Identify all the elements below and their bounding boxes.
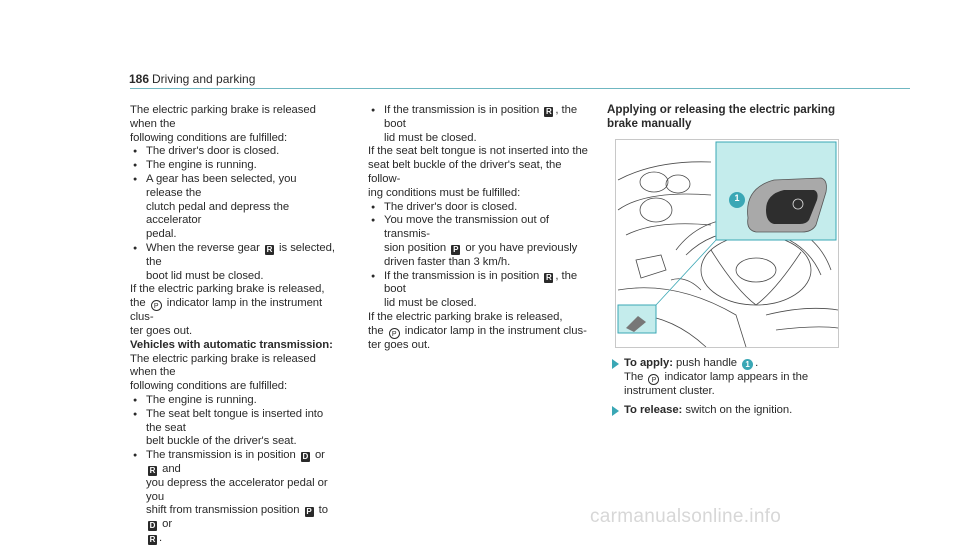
- park-key-icon: P: [306, 507, 312, 517]
- released-line-1: If the electric parking brake is released,: [130, 283, 325, 296]
- released-line-4: ter goes out.: [130, 324, 193, 337]
- manual-brake-heading: [607, 103, 867, 131]
- text: The transmission is in position: [146, 449, 299, 462]
- list-item: [130, 159, 335, 173]
- list-item: [130, 408, 335, 449]
- step-arrow-icon: [612, 406, 619, 416]
- apply-line-3: instrument cluster.: [624, 384, 715, 397]
- release-step: [624, 404, 854, 418]
- text: driven faster than 3 km/h.: [384, 255, 511, 268]
- text: If the transmission is in position: [384, 269, 543, 282]
- released-line-4: ter goes out.: [368, 338, 431, 351]
- text: the: [368, 324, 387, 337]
- text: If the transmission is in position: [384, 104, 543, 116]
- released-line-2: [130, 297, 335, 325]
- list-item: [130, 145, 335, 159]
- text: you depress the accelerator pedal or you: [146, 476, 328, 503]
- released-line-1: If the electric parking brake is released,: [368, 310, 563, 323]
- seatbelt-conditions-list: [368, 201, 593, 311]
- text: or you have previously: [462, 241, 578, 254]
- list-item-text: The seat belt tongue is inserted into the seat: [146, 407, 324, 434]
- text: push handle: [672, 357, 741, 369]
- text: indicator lamp in the instrument clus-: [130, 297, 323, 324]
- list-item-text: boot lid must be closed.: [146, 269, 264, 282]
- text: and: [159, 462, 181, 475]
- park-key-icon: P: [453, 244, 459, 254]
- list-item: [368, 270, 593, 311]
- text: .: [159, 531, 163, 544]
- auto-conditions-list: [130, 394, 335, 546]
- list-item-text: The engine is running.: [146, 393, 257, 406]
- list-item: [368, 201, 593, 215]
- apply-step: [624, 357, 854, 399]
- text: sion position: [384, 241, 450, 254]
- released-line-2: [368, 325, 593, 339]
- list-item-text: When the reverse gear: [146, 241, 263, 254]
- list-item-text: The engine is running.: [146, 159, 257, 172]
- text: shift from transmission position: [146, 504, 303, 517]
- apply-label: To apply:: [624, 357, 673, 369]
- column-1: [130, 104, 335, 546]
- heading-line-1: Applying or releasing the electric parking: [607, 103, 836, 116]
- release-line: [624, 404, 854, 418]
- callout-1-icon: 1: [742, 359, 753, 370]
- text: to: [315, 504, 328, 517]
- list-item-text: A gear has been selected, you release the: [146, 172, 297, 199]
- list-item: [368, 104, 593, 145]
- seatbelt-line-2: seat belt buckle of the driver's seat, the follow-: [368, 159, 562, 185]
- list-item-text: The driver's door is closed.: [384, 200, 518, 213]
- dashboard-drawing: [616, 140, 838, 347]
- drive-key-icon: D: [149, 521, 156, 531]
- text: lid must be closed.: [384, 131, 477, 144]
- text: or: [311, 449, 325, 462]
- list-item-text: The driver's door is closed.: [146, 145, 280, 158]
- list-item: [130, 173, 335, 242]
- list-item-text: is selected, the: [146, 241, 335, 268]
- boot-condition-list: [368, 104, 593, 145]
- list-item: [130, 242, 335, 283]
- column-2: [368, 104, 593, 353]
- text: , the boot: [384, 269, 578, 296]
- header-divider: [130, 88, 910, 89]
- seatbelt-line-3: ing conditions must be fulfilled:: [368, 186, 521, 199]
- automatic-transmission-heading: Vehicles with automatic transmission:: [130, 338, 333, 351]
- text: the: [130, 297, 149, 310]
- text: indicator lamp in the instrument clus-: [401, 324, 587, 337]
- text: You move the transmission out of transmis-: [384, 214, 550, 241]
- text: indicator lamp appears in the: [661, 370, 809, 383]
- intro-line-1: The electric parking brake is released when the: [130, 104, 316, 130]
- seatbelt-line-1: If the seat belt tongue is not inserted into the: [368, 145, 588, 158]
- auto-intro-line-1: The electric parking brake is released when the: [130, 352, 316, 379]
- list-item-text: pedal.: [146, 228, 177, 241]
- intro-line-2: following conditions are fulfilled:: [130, 131, 288, 144]
- apply-line-2: [624, 371, 854, 385]
- reverse-key-icon: R: [546, 107, 552, 116]
- text: .: [755, 357, 759, 369]
- reverse-gear-key-icon: R: [266, 244, 273, 254]
- list-item: [130, 449, 335, 546]
- list-item-text: belt buckle of the driver's seat.: [146, 435, 297, 448]
- step-arrow-icon: [612, 359, 619, 369]
- callout-1-label: 1: [734, 193, 740, 203]
- page-title: Driving and parking: [152, 72, 256, 86]
- parking-brake-indicator-icon: P: [648, 374, 659, 385]
- parking-brake-indicator-icon: P: [151, 300, 162, 311]
- release-label: To release:: [624, 404, 683, 416]
- text: , the boot: [384, 104, 578, 130]
- auto-intro-line-2: following conditions are fulfilled:: [130, 380, 288, 393]
- list-item: [368, 214, 593, 269]
- text: The: [624, 370, 647, 383]
- watermark: carmanualsonline.info: [590, 506, 782, 527]
- drive-key-icon: D: [302, 452, 309, 462]
- conditions-list: [130, 145, 335, 283]
- heading-line-2: brake manually: [607, 117, 692, 130]
- list-item: [130, 394, 335, 408]
- parking-brake-indicator-icon: P: [389, 328, 400, 339]
- text: lid must be closed.: [384, 297, 477, 310]
- reverse-key-icon: R: [149, 465, 156, 475]
- text: or: [159, 518, 173, 531]
- text: switch on the ignition.: [682, 404, 793, 416]
- parking-brake-illustration: [615, 139, 839, 348]
- reverse-key-icon: R: [149, 534, 156, 544]
- apply-line-1: [624, 357, 854, 371]
- list-item-text: clutch pedal and depress the accelerator: [146, 200, 290, 227]
- reverse-key-icon: R: [546, 272, 552, 282]
- page-number: 186: [129, 72, 150, 86]
